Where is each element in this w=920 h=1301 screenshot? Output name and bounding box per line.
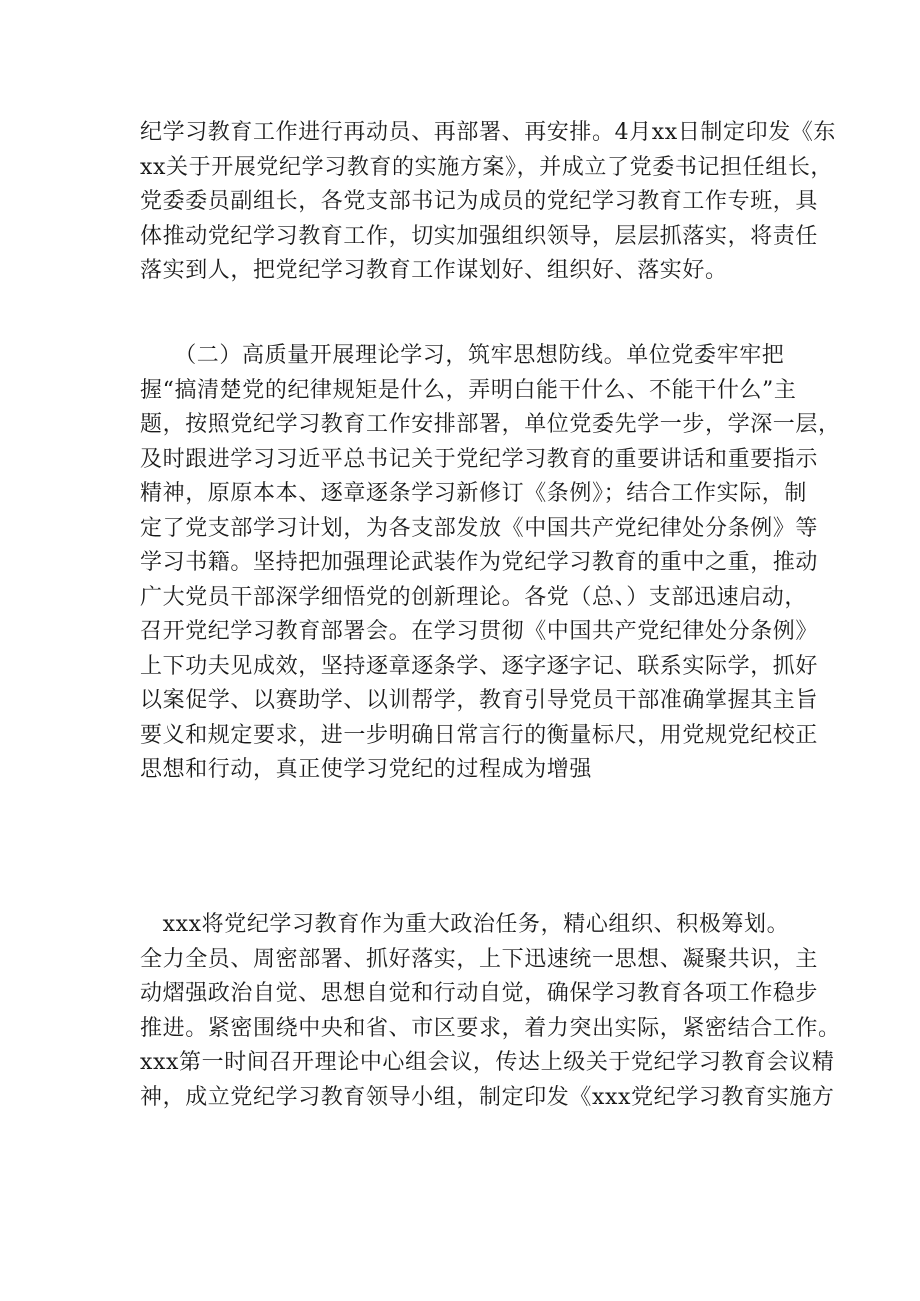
paragraph-line: 全力全员、周密部署、抓好落实，上下迅速统一思想、凝聚共识，主	[140, 946, 819, 972]
paragraph-line: 定了党支部学习计划，为各支部发放《中国共产党纪律处分条例》等	[140, 515, 819, 541]
paragraph-line: 神，成立党纪学习教育领导小组，制定印发《xxx党纪学习教育实施方	[140, 1084, 835, 1110]
paragraph-line: 精神，原原本本、逐章逐条学习新修订《条例》；结合工作实际，制	[140, 481, 808, 506]
paragraph-line: xxx将党纪学习教育作为重大政治任务，精心组织、积极筹划。	[140, 912, 790, 937]
paragraph-line: 上下功夫见成效，坚持逐章逐条学、逐字逐字记、联系实际学，抓好	[140, 653, 819, 679]
paragraph-line: 召开党纪学习教育部署会。在学习贯彻《中国共产党纪律处分条例》	[140, 619, 819, 644]
paragraph-line: 广大党员干部深学细悟党的创新理论。各党（总、）支部迅速启动，	[140, 584, 808, 610]
paragraph-line: 推进。紧密围绕中央和省、市区要求，着力突出实际，紧密结合工作。	[140, 1015, 841, 1041]
paragraph-line: xxx第一时间召开理论中心组会议，传达上级关于党纪学习教育会议精	[140, 1050, 835, 1075]
paragraph-line: xx关于开展党纪学习教育的实施方案》，并成立了党委书记担任组长，	[140, 154, 834, 180]
paragraph-2	[140, 339, 841, 788]
paragraph-line: 以案促学、以赛助学、以训帮学，教育引导党员干部准确掌握其主旨	[140, 688, 819, 713]
paragraph-line: 思想和行动，真正使学习党纪的过程成为增强	[140, 757, 593, 782]
paragraph-line: 题，按照党纪学习教育工作安排部署，单位党委先学一步，学深一层，	[140, 412, 841, 437]
paragraph-line: 纪学习教育工作进行再动员、再部署、再安排。4月xx日制定印发《东	[140, 120, 837, 145]
paragraph-3	[140, 908, 841, 1115]
paragraph-line: 及时跟进学习习近平总书记关于党纪学习教育的重要讲话和重要指示	[140, 446, 819, 472]
paragraph-line: （二）高质量开展理论学习，筑牢思想防线。单位党委牢牢把	[140, 343, 785, 368]
paragraph-line: 动熠强政治自觉、思想自觉和行动自觉，确保学习教育各项工作稳步	[140, 981, 819, 1006]
paragraph-line: 学习书籍。坚持把加强理论武装作为党纪学习教育的重中之重，推动	[140, 550, 819, 575]
paragraph-1	[140, 116, 837, 289]
paragraph-line: 体推动党纪学习教育工作，切实加强组织领导，层层抓落实，将责任	[140, 223, 819, 249]
paragraph-line: 落实到人，把党纪学习教育工作谋划好、组织好、落实好。	[140, 258, 728, 283]
paragraph-line: 要义和规定要求，进一步明确日常言行的衡量标尺，用党规党纪校正	[140, 722, 819, 748]
paragraph-line: 握“搞清楚党的纪律规矩是什么，弄明白能干什么、不能干什么”主	[140, 377, 797, 403]
paragraph-line: 党委委员副组长，各党支部书记为成员的党纪学习教育工作专班，具	[140, 189, 819, 214]
